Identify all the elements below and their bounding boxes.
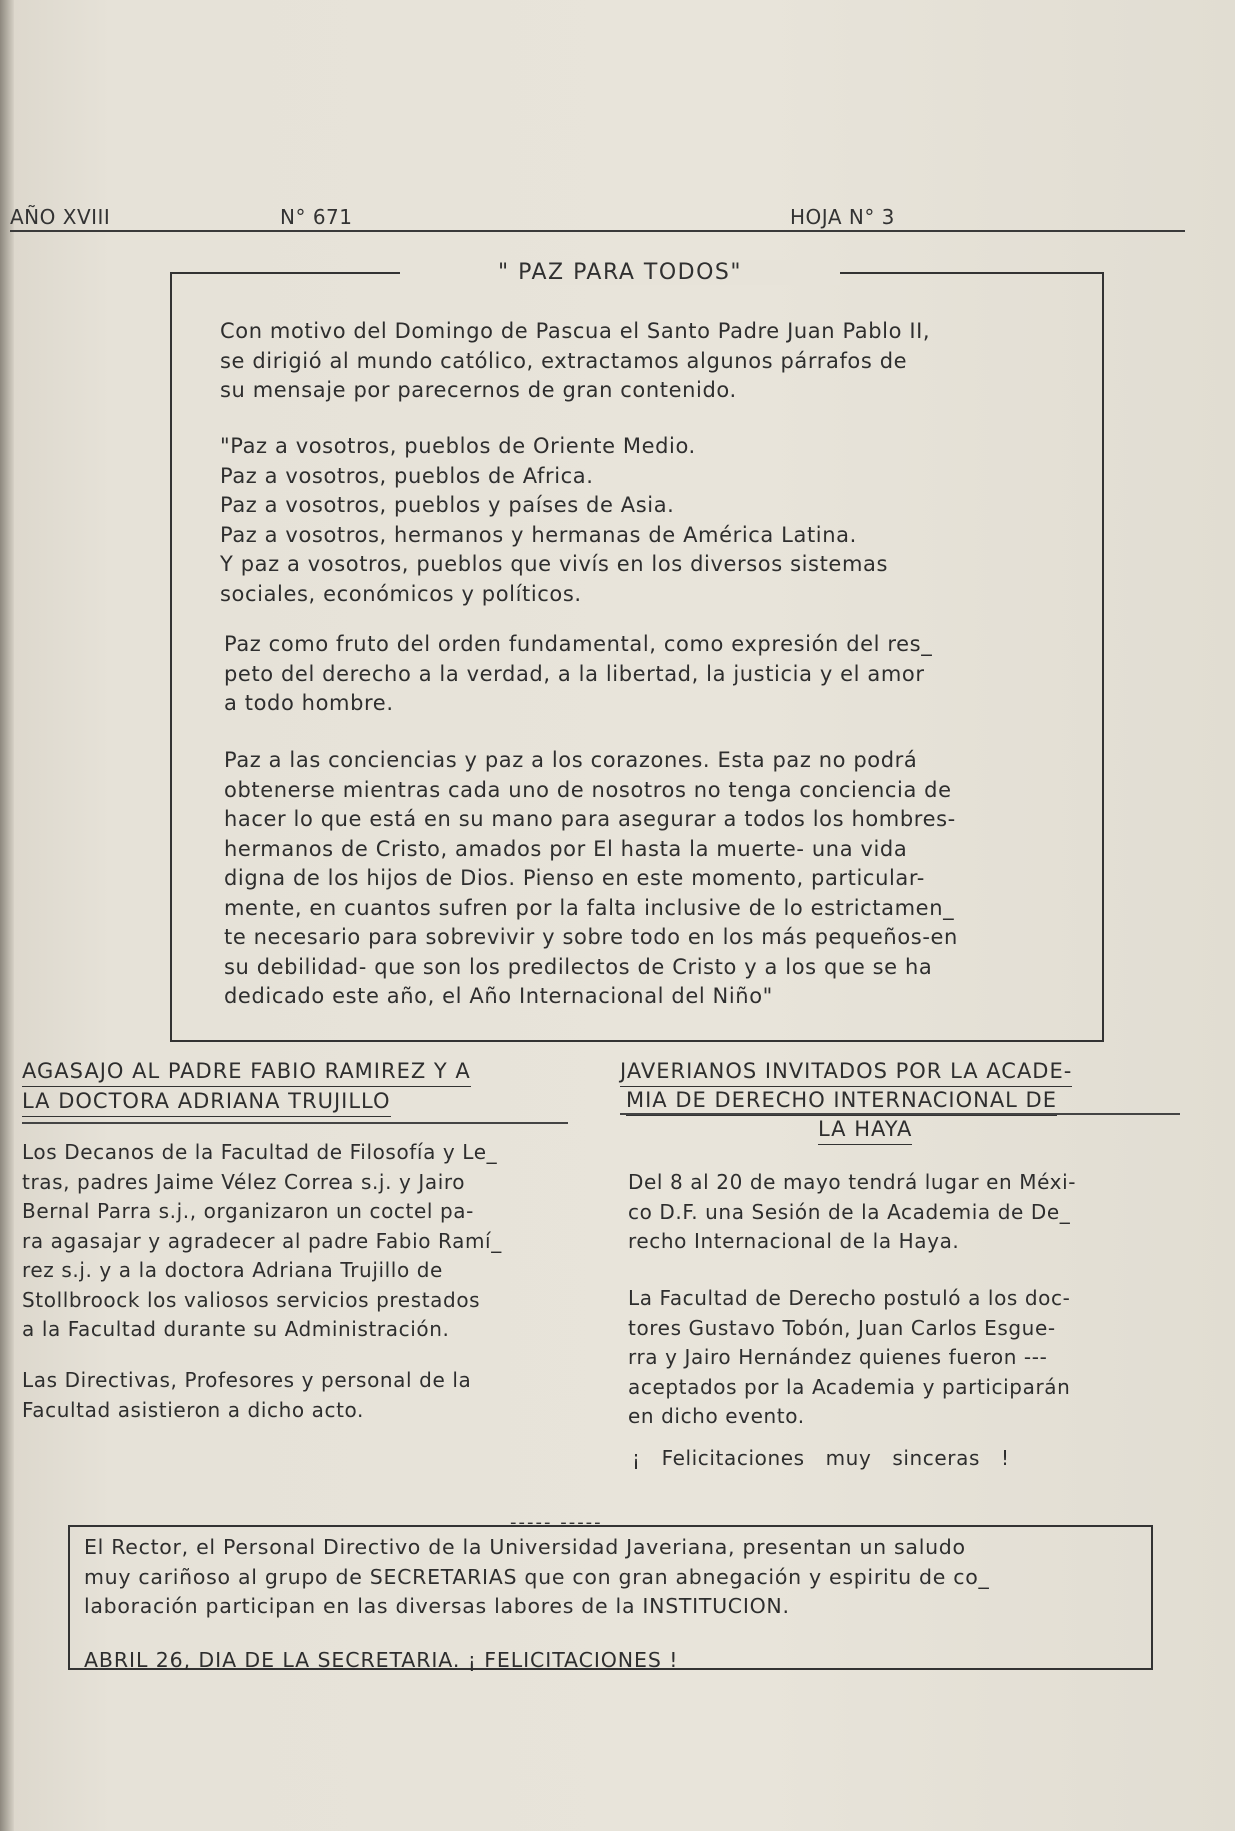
left-article-para2 <box>22 1366 471 1425</box>
text-line: te necesario para sobrevivir y sobre todo en los más pequeños-en <box>224 925 958 949</box>
title-text: MIA DE DERECHO INTERNACIONAL DE <box>626 1087 1057 1116</box>
text-line: La Facultad de Derecho postuló a los doc- <box>628 1286 1071 1310</box>
text-line: ¡ Felicitaciones muy sinceras ! <box>632 1446 1010 1470</box>
right-article-title-line1 <box>620 1058 1072 1087</box>
right-article-title-line3 <box>818 1116 912 1145</box>
text-line: su mensaje por parecernos de gran contenido. <box>220 378 737 402</box>
text-line: Del 8 al 20 de mayo tendrá lugar en Méxi- <box>628 1170 1077 1194</box>
left-article-title-line2 <box>22 1088 391 1117</box>
text-line: digna de los hijos de Dios. Pienso en este momento, particular- <box>224 866 925 890</box>
header-sheet: HOJA N° 3 <box>790 205 895 229</box>
text-line: El Rector, el Personal Directivo de la Universidad Javeriana, presentan un saludo <box>84 1535 966 1559</box>
title-text: AGASAJO AL PADRE FABIO RAMIREZ Y A <box>22 1058 471 1087</box>
text-line: rez s.j. y a la doctora Adriana Trujillo de <box>22 1258 443 1282</box>
text-line: ABRIL 26, DIA DE LA SECRETARIA. ¡ FELICITACIONES ! <box>84 1648 679 1672</box>
text-line: recho Internacional de la Haya. <box>628 1229 960 1253</box>
right-article-para1 <box>628 1168 1076 1257</box>
text-line: Paz a las conciencias y paz a los corazones. Esta paz no podrá <box>224 748 918 772</box>
text-line: Facultad asistieron a dicho acto. <box>22 1397 364 1422</box>
text-line: rra y Jairo Hernández quienes fueron --- <box>628 1345 1048 1369</box>
right-article-title-line2 <box>626 1087 1057 1116</box>
text-line: Con motivo del Domingo de Pascua el Santo Padre Juan Pablo II, <box>220 319 931 343</box>
header-rule <box>10 230 1185 232</box>
header-year: AÑO XVIII <box>10 205 111 229</box>
text-line: dedicado este año, el Año Internacional del Niño" <box>224 984 773 1008</box>
main-article-para2 <box>224 630 932 719</box>
page-spine-shadow <box>0 0 14 1831</box>
right-article-rule <box>620 1113 1180 1115</box>
text-line: Paz como fruto del orden fundamental, como expresión del res_ <box>224 632 933 656</box>
text-line: a todo hombre. <box>224 691 394 715</box>
title-text: LA DOCTORA ADRIANA TRUJILLO <box>22 1088 391 1117</box>
title-text: JAVERIANOS INVITADOS POR LA ACADE- <box>620 1058 1072 1087</box>
header-number: N° 671 <box>280 205 353 229</box>
notice-text <box>84 1533 989 1622</box>
text-line: muy cariñoso al grupo de SECRETARIAS que con gran abnegación y espiritu de co_ <box>84 1564 990 1589</box>
text-line: tores Gustavo Tobón, Juan Carlos Esgue- <box>628 1315 1056 1340</box>
text-line: Bernal Parra s.j., organizaron un coctel pa- <box>22 1199 474 1223</box>
text-line: tras, padres Jaime Vélez Correa s.j. y Jairo <box>22 1169 466 1194</box>
text-line: ra agasajar y agradecer al padre Fabio Ramí_ <box>22 1228 502 1253</box>
notice-footer <box>84 1646 678 1676</box>
text-line: sociales, económicos y políticos. <box>220 581 582 606</box>
title-text: LA HAYA <box>818 1116 912 1145</box>
text-line: Paz a vosotros, pueblos y países de Asia. <box>220 493 675 517</box>
left-article-rule <box>22 1122 568 1124</box>
main-article-para1 <box>220 432 888 609</box>
section-separator: ----- ----- <box>510 1512 603 1533</box>
text-line: hermanos de Cristo, amados por El hasta la muerte- una vida <box>224 836 908 861</box>
right-article-para2 <box>628 1284 1070 1432</box>
text-line: en dicho evento. <box>628 1404 805 1428</box>
text-line: se dirigió al mundo católico, extractamos algunos párrafos de <box>220 348 908 373</box>
text-line: Stollbroock los valiosos servicios prestados <box>22 1287 481 1312</box>
text-line: Los Decanos de la Facultad de Filosofía y Le_ <box>22 1140 498 1164</box>
text-line: Paz a vosotros, pueblos de Africa. <box>220 463 594 488</box>
main-article-intro <box>220 317 930 406</box>
main-article-para3 <box>224 746 958 1012</box>
text-line: hacer lo que está en su mano para asegurar a todos los hombres- <box>224 807 956 831</box>
main-article-title: " PAZ PARA TODOS" <box>400 260 840 285</box>
right-article-closing <box>632 1444 1010 1474</box>
text-line: "Paz a vosotros, pueblos de Oriente Medio. <box>220 434 696 458</box>
text-line: Y paz a vosotros, pueblos que vivís en los diversos sistemas <box>220 552 889 576</box>
text-line: peto del derecho a la verdad, a la libertad, la justicia y el amor <box>224 661 925 686</box>
text-line: su debilidad- que son los predilectos de Cristo y a los que se ha <box>224 954 933 979</box>
text-line: laboración participan en las diversas labores de la INSTITUCION. <box>84 1594 790 1618</box>
text-line: aceptados por la Academia y participarán <box>628 1374 1071 1399</box>
text-line: obtenerse mientras cada uno de nosotros no tenga conciencia de <box>224 777 952 802</box>
text-line: a la Facultad durante su Administración. <box>22 1317 450 1341</box>
text-line: co D.F. una Sesión de la Academia de De_ <box>628 1199 1071 1224</box>
left-article-title-line1 <box>22 1058 471 1087</box>
left-article-para1 <box>22 1138 502 1345</box>
text-line: mente, en cuantos sufren por la falta inclusive de lo estrictamen_ <box>224 895 955 920</box>
text-line: Las Directivas, Profesores y personal de la <box>22 1368 472 1392</box>
text-line: Paz a vosotros, hermanos y hermanas de América Latina. <box>220 522 857 547</box>
